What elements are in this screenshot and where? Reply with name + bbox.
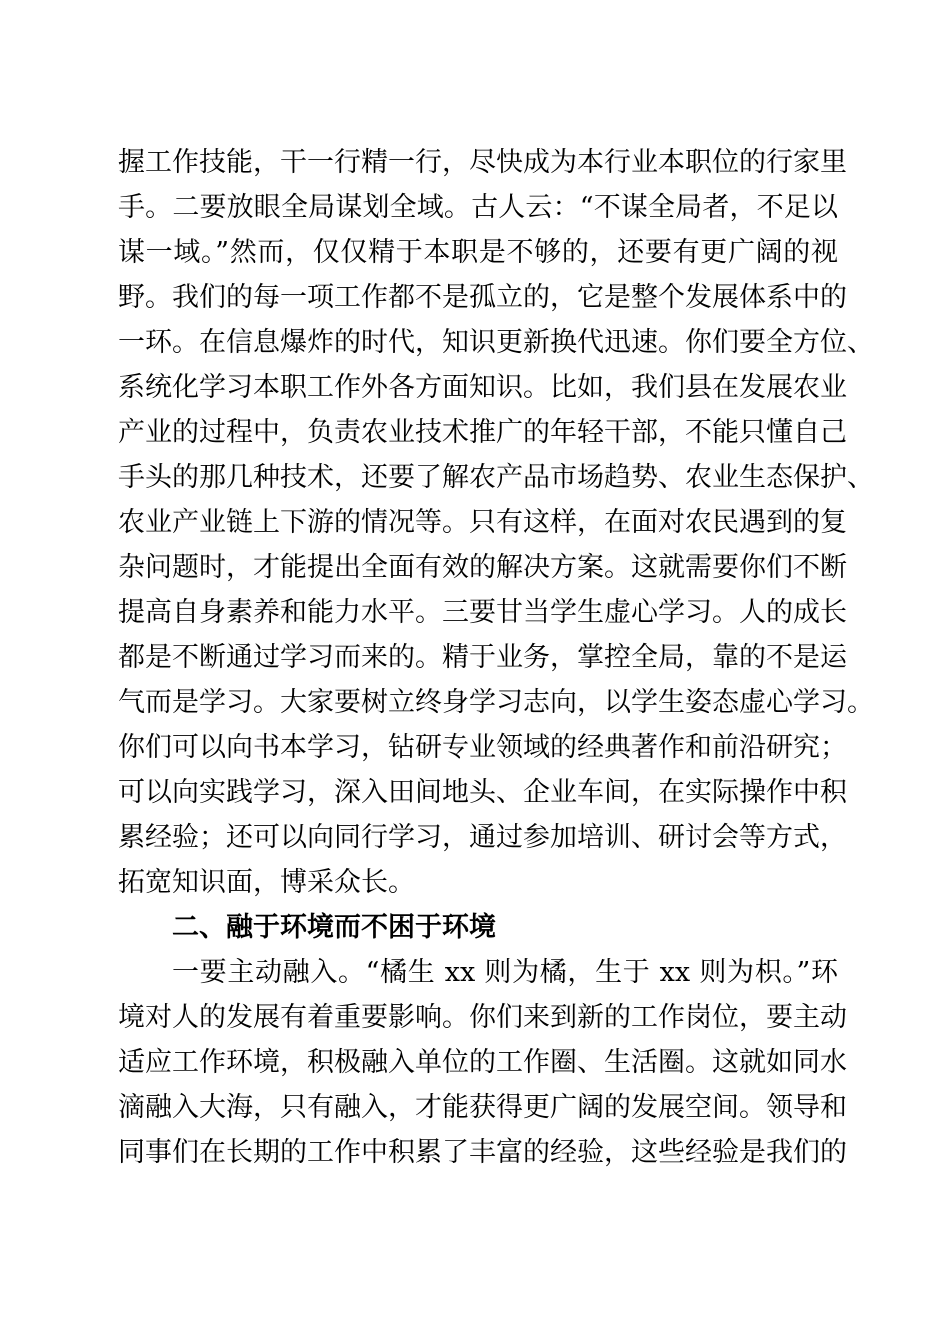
paragraph-line: 可以向实践学习，深入田间地头、企业车间，在实际操作中积 xyxy=(118,777,847,808)
paragraph-line: 手。二要放眼全局谋划全域。古人云：“不谋全局者，不足以 xyxy=(118,192,838,223)
paragraph-line: 产业的过程中，负责农业技术推广的年轻干部，不能只懂自己 xyxy=(118,417,847,448)
paragraph-line: 握工作技能，干一行精一行，尽快成为本行业本职位的行家里 xyxy=(118,147,847,178)
paragraph-line: 境对人的发展有着重要影响。你们来到新的工作岗位，要主动 xyxy=(118,1002,847,1033)
paragraph-line: 一环。在信息爆炸的时代，知识更新换代迅速。你们要全方位、 xyxy=(118,327,874,358)
paragraph-line: 拓宽知识面，博采众长。 xyxy=(118,867,415,898)
paragraph-1 xyxy=(118,140,874,905)
section-heading: 二、融于环境而不困于环境 xyxy=(172,912,496,943)
paragraph-line: 气而是学习。大家要树立终身学习志向，以学生姿态虚心学习。 xyxy=(118,687,874,718)
paragraph-line: 你们可以向书本学习，钻研专业领域的经典著作和前沿研究； xyxy=(118,732,847,763)
document-body xyxy=(118,140,874,1175)
paragraph-line: 杂问题时，才能提出全面有效的解决方案。这就需要你们不断 xyxy=(118,552,847,583)
paragraph-line: 谋一域。”然而，仅仅精于本职是不够的，还要有更广阔的视 xyxy=(118,237,838,268)
paragraph-line: 手头的那几种技术，还要了解农产品市场趋势、农业生态保护、 xyxy=(118,462,874,493)
paragraph-line: 野。我们的每一项工作都不是孤立的，它是整个发展体系中的 xyxy=(118,282,847,313)
paragraph-2 xyxy=(118,950,847,1175)
paragraph-line: 系统化学习本职工作外各方面知识。比如，我们县在发展农业 xyxy=(118,372,847,403)
paragraph-line: 滴融入大海，只有融入，才能获得更广阔的发展空间。领导和 xyxy=(118,1092,847,1123)
paragraph-line: 适应工作环境，积极融入单位的工作圈、生活圈。这就如同水 xyxy=(118,1047,847,1078)
paragraph-line: 同事们在长期的工作中积累了丰富的经验，这些经验是我们的 xyxy=(118,1137,847,1168)
paragraph-line: 累经验；还可以向同行学习，通过参加培训、研讨会等方式， xyxy=(118,822,847,853)
paragraph-line: 提高自身素养和能力水平。三要甘当学生虚心学习。人的成长 xyxy=(118,597,847,628)
paragraph-line: 农业产业链上下游的情况等。只有这样，在面对农民遇到的复 xyxy=(118,507,847,538)
paragraph-line: 一要主动融入。“橘生 xx 则为橘，生于 xx 则为枳。”环 xyxy=(172,957,839,988)
paragraph-line: 都是不断通过学习而来的。精于业务，掌控全局，靠的不是运 xyxy=(118,642,847,673)
